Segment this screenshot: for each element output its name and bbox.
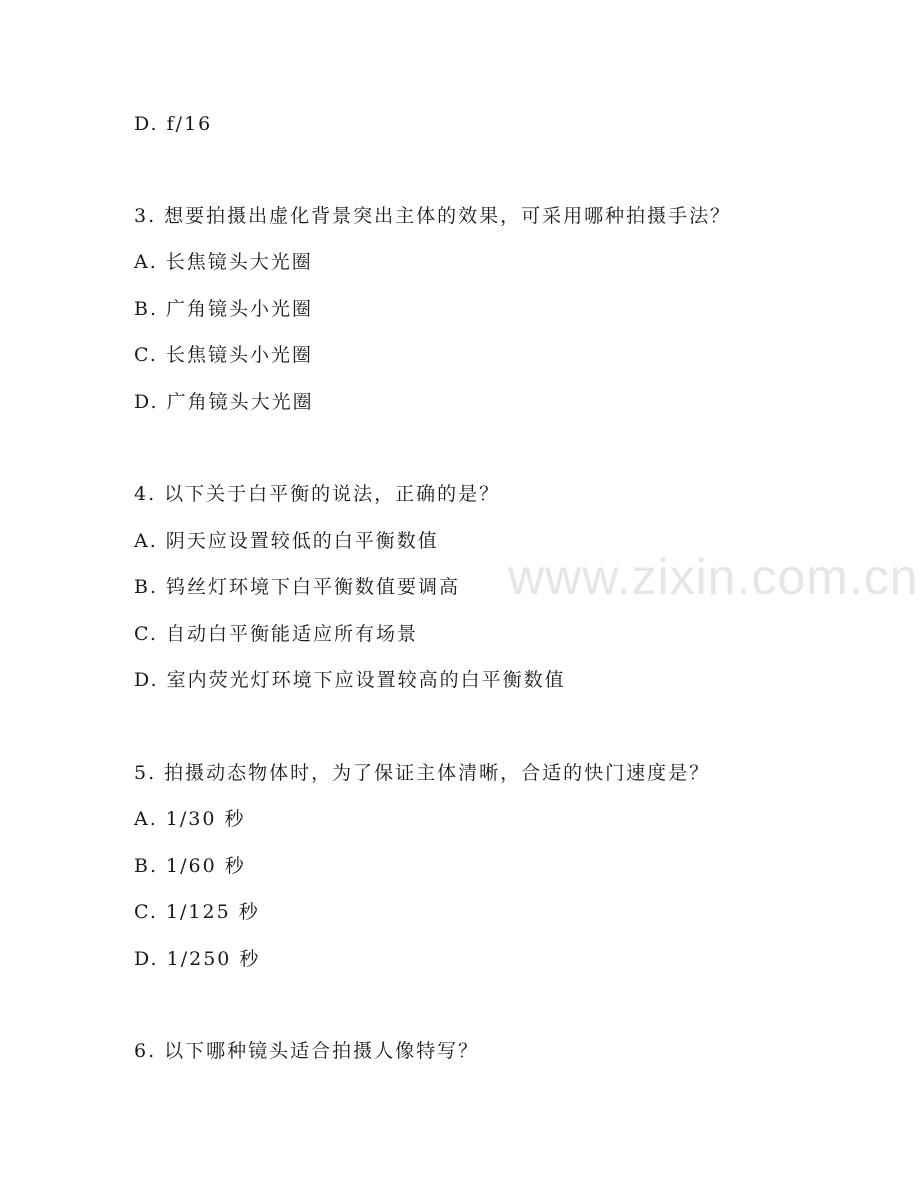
option-4-d: D. 室内荧光灯环境下应设置较高的白平衡数值 — [134, 669, 566, 691]
option-5-d: D. 1/250 秒 — [134, 948, 261, 970]
option-4-c: C. 自动白平衡能适应所有场景 — [134, 623, 418, 645]
option-3-b: B. 广角镜头小光圈 — [134, 298, 314, 320]
option-4-b: B. 钨丝灯环境下白平衡数值要调高 — [134, 576, 461, 598]
option-4-a: A. 阴天应设置较低的白平衡数值 — [134, 530, 439, 552]
watermark: www.zixin.com.cn — [508, 549, 919, 605]
question-3: 3. 想要拍摄出虚化背景突出主体的效果，可采用哪种拍摄手法？ — [134, 205, 732, 227]
option-5-a: A. 1/30 秒 — [134, 808, 246, 830]
option-2-d: D. f/16 — [134, 113, 213, 135]
option-5-c: C. 1/125 秒 — [134, 901, 260, 923]
question-4: 4. 以下关于白平衡的说法，正确的是？ — [134, 483, 501, 505]
option-3-d: D. 广角镜头大光圈 — [134, 391, 314, 413]
option-3-a: A. 长焦镜头大光圈 — [134, 251, 313, 273]
question-6: 6. 以下哪种镜头适合拍摄人像特写？ — [134, 1040, 480, 1062]
option-3-c: C. 长焦镜头小光圈 — [134, 344, 313, 366]
option-5-b: B. 1/60 秒 — [134, 855, 246, 877]
question-5: 5. 拍摄动态物体时，为了保证主体清晰，合适的快门速度是？ — [134, 762, 711, 784]
